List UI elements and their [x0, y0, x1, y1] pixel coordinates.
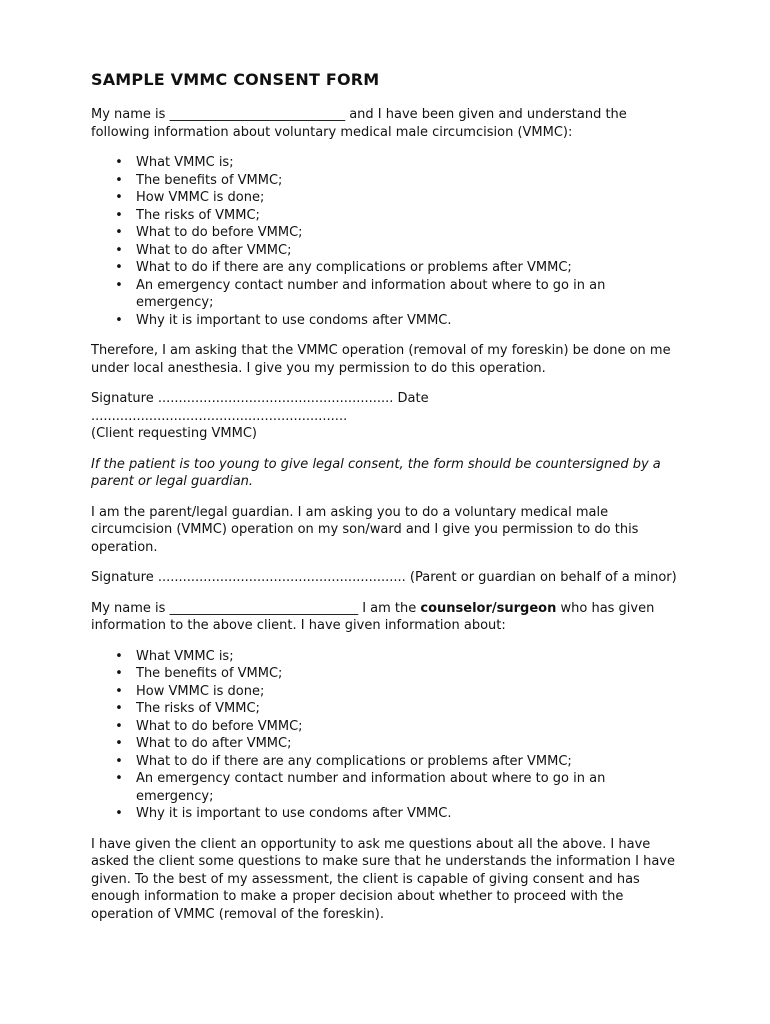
list-item: • The benefits of VMMC;	[91, 665, 681, 683]
list-item: • What VMMC is;	[91, 154, 681, 172]
bullet-icon: •	[115, 701, 123, 716]
client-signature-line: Signature ......................................................... Date ..............................................................	[91, 391, 429, 424]
bullet-icon: •	[115, 190, 123, 205]
consent-request-paragraph: Therefore, I am asking that the VMMC operation (removal of my foreskin) be done on me under local anesthesia. I give you my permission to do this operation.	[91, 343, 671, 376]
bullet-icon: •	[115, 312, 123, 328]
list-item: • What to do if there are any complications or problems after VMMC;	[91, 753, 681, 771]
document-body	[91, 70, 681, 936]
list-item: • The benefits of VMMC;	[91, 172, 681, 190]
page-title: SAMPLE VMMC CONSENT FORM	[91, 70, 380, 89]
bullet-icon: •	[115, 771, 123, 786]
client-signature-caption: (Client requesting VMMC)	[91, 426, 257, 441]
bullet-icon: •	[115, 683, 123, 699]
list-item: • What VMMC is;	[91, 648, 681, 666]
bullet-icon: •	[115, 666, 123, 681]
bullet-icon: •	[115, 155, 123, 170]
list-item: • An emergency contact number and information about where to go in an emergency;	[91, 770, 681, 805]
client-intro-paragraph	[91, 106, 681, 141]
list-item: • The risks of VMMC;	[91, 207, 681, 225]
list-item: • What to do before VMMC;	[91, 718, 681, 736]
list-item: • Why it is important to use condoms after VMMC.	[91, 805, 681, 823]
bullet-icon: •	[115, 753, 123, 769]
closing-paragraph: I have given the client an opportunity to ask me questions about all the above. I have asked the client some questions to make sure that he understands the information I have given. To the best of my assessment, the client is capable of giving consent and has enough information to make a proper decision about whether to proceed with the operation of VMMC (removal of the foreskin).	[91, 836, 675, 922]
list-item: • An emergency contact number and information about where to go in an emergency;	[91, 277, 681, 312]
list-item: • What to do if there are any complications or problems after VMMC;	[91, 259, 681, 277]
list-item: • The risks of VMMC;	[91, 700, 681, 718]
list-item: • What to do before VMMC;	[91, 224, 681, 242]
bullet-icon: •	[115, 806, 123, 821]
client-information-list	[91, 154, 681, 329]
guardian-note: If the patient is too young to give legal consent, the form should be countersigned by a parent or legal guardian.	[91, 456, 661, 489]
list-item: • Why it is important to use condoms after VMMC.	[91, 312, 681, 330]
bullet-icon: •	[115, 718, 123, 734]
bullet-icon: •	[115, 260, 123, 275]
list-item: • What to do after VMMC;	[91, 735, 681, 753]
client-intro-prefix: My name is	[91, 107, 170, 122]
list-item: • How VMMC is done;	[91, 683, 681, 701]
client-intro-suffix: and I have been given and understand the following information about voluntary medical male circumcision (VMMC):	[91, 107, 627, 140]
bullet-icon: •	[115, 225, 123, 240]
counselor-name-blank: _____________________________	[169, 600, 359, 616]
bullet-icon: •	[115, 242, 123, 258]
guardian-signature-line: Signature ............................................................ (Parent or guardian on behalf of a minor)	[91, 570, 677, 585]
client-name-blank: ___________________________	[169, 107, 346, 122]
bullet-icon: •	[115, 736, 123, 751]
counselor-intro-paragraph: My name is _____________________________ I am the counselor/surgeon who has given information to the above client. I have given information about:	[91, 600, 655, 633]
bullet-icon: •	[115, 172, 123, 188]
bullet-icon: •	[115, 277, 123, 293]
guardian-paragraph: I am the parent/legal guardian. I am asking you to do a voluntary medical male circumcision (VMMC) operation on my son/ward and I give you permission to do this operation.	[91, 504, 639, 555]
counselor-role: counselor/surgeon	[420, 600, 557, 616]
list-item: • How VMMC is done;	[91, 189, 681, 207]
counselor-information-list	[91, 648, 681, 823]
bullet-icon: •	[115, 648, 123, 664]
bullet-icon: •	[115, 207, 123, 223]
list-item: • What to do after VMMC;	[91, 242, 681, 260]
